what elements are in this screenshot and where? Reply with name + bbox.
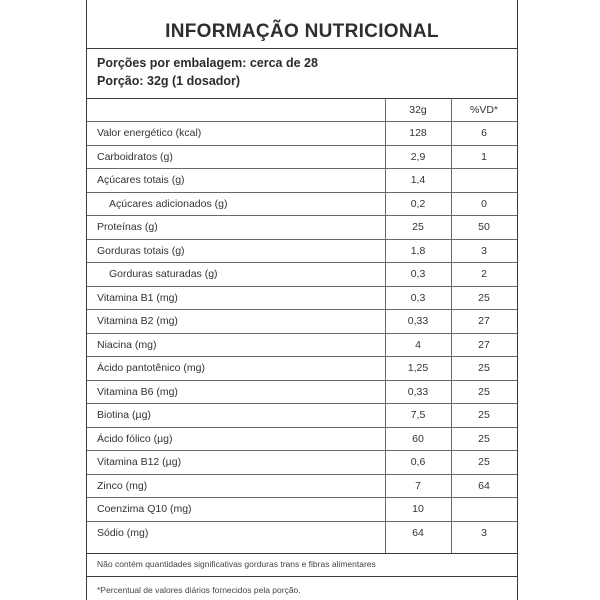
nutrient-name: Biotina (µg) [97,409,151,421]
nutrient-daily-value: 50 [478,221,490,233]
label-title: INFORMAÇÃO NUTRICIONAL [165,21,439,42]
nutrient-amount: 64 [412,526,424,539]
table-row [87,262,517,286]
footnote-daily-values: *Percentual de valores diários fornecidos pela porção. [97,585,301,595]
nutrient-amount: 0,33 [407,315,429,327]
amount-column-header: 32g [409,104,427,116]
nutrient-daily-value: 6 [481,127,487,139]
nutrient-amount: 0,6 [410,456,426,468]
table-row [87,474,517,498]
nutrient-daily-value: 3 [481,526,487,539]
nutrient-amount: 0,33 [407,385,429,398]
serving-size: Porção: 32g (1 dosador) [97,74,241,88]
nutrient-daily-value: 25 [478,362,490,374]
nutrient-name: Proteínas (g) [97,221,158,233]
table-row [87,121,517,145]
table-row [87,239,517,263]
servings-per-package: Porções por embalagem: cerca de 28 [97,56,318,70]
table-row [87,450,517,474]
table-header-row [87,98,517,122]
table-row [87,192,517,216]
table-row [87,333,517,357]
column-divider [385,98,386,553]
footnote-trans-fat: Não contém quantidades significativas gorduras trans e fibras alimentares [97,559,376,569]
nutrient-daily-value: 1 [481,150,487,163]
nutrient-name: Ácido fólico (µg) [97,432,173,445]
nutrient-name: Coenzima Q10 (mg) [97,503,192,515]
table-row [87,286,517,310]
nutrient-name: Gorduras totais (g) [97,244,185,257]
nutrient-amount: 1,4 [410,174,426,186]
nutrient-name: Niacina (mg) [97,338,157,351]
nutrient-amount: 25 [412,221,424,233]
nutrient-daily-value: 27 [478,338,490,351]
nutrient-amount: 7,5 [410,409,426,421]
nutrient-amount: 4 [415,338,421,351]
nutrient-amount: 1,25 [407,362,429,374]
nutrient-name: Ácido pantotênico (mg) [97,362,205,374]
nutrient-name: Vitamina B2 (mg) [97,315,178,327]
nutrient-name: Zinco (mg) [97,479,148,492]
nutrient-name: Açúcares totais (g) [97,174,185,186]
nutrient-daily-value: 2 [481,268,487,280]
nutrient-name: Vitamina B12 (µg) [97,456,182,468]
nutrient-amount: 60 [412,432,424,445]
nutrient-name: Gorduras saturadas (g) [109,268,218,280]
nutrient-amount: 2,9 [410,150,426,163]
title-divider [87,48,517,49]
footnote-divider [87,576,517,577]
table-row [87,427,517,451]
table-row [87,403,517,427]
table-row [87,356,517,380]
nutrient-daily-value: 25 [478,432,490,445]
column-divider [451,98,452,553]
nutrient-daily-value: 25 [478,409,490,421]
nutrient-daily-value: 27 [478,315,490,327]
nutrient-daily-value: 25 [478,291,490,304]
nutrient-name: Valor energético (kcal) [97,127,202,139]
nutrient-amount: 128 [409,127,427,139]
table-row [87,215,517,239]
nutrient-name: Açúcares adicionados (g) [109,197,228,210]
nutrient-daily-value: 25 [478,456,490,468]
nutrient-amount: 10 [412,503,424,515]
table-row [87,521,517,545]
nutrient-daily-value: 25 [478,385,490,398]
nutrient-amount: 0,3 [410,291,426,304]
nutrient-name: Vitamina B6 (mg) [97,385,178,398]
nutrient-name: Vitamina B1 (mg) [97,291,178,304]
table-row [87,497,517,521]
nutrient-amount: 1,8 [410,244,426,257]
nutrient-daily-value: 3 [481,244,487,257]
nutrient-daily-value: 64 [478,479,490,492]
nutrient-name: Carboidratos (g) [97,150,173,163]
table-row [87,380,517,404]
table-row [87,145,517,169]
table-row [87,168,517,192]
nutrient-amount: 7 [415,479,421,492]
dv-column-header: %VD* [469,104,498,116]
nutrient-amount: 0,3 [410,268,426,280]
nutrient-name: Sódio (mg) [97,526,149,539]
nutrient-amount: 0,2 [410,197,426,210]
table-bottom-rule [87,553,517,554]
nutrition-label [86,0,518,600]
nutrient-daily-value: 0 [481,197,487,210]
table-row [87,309,517,333]
